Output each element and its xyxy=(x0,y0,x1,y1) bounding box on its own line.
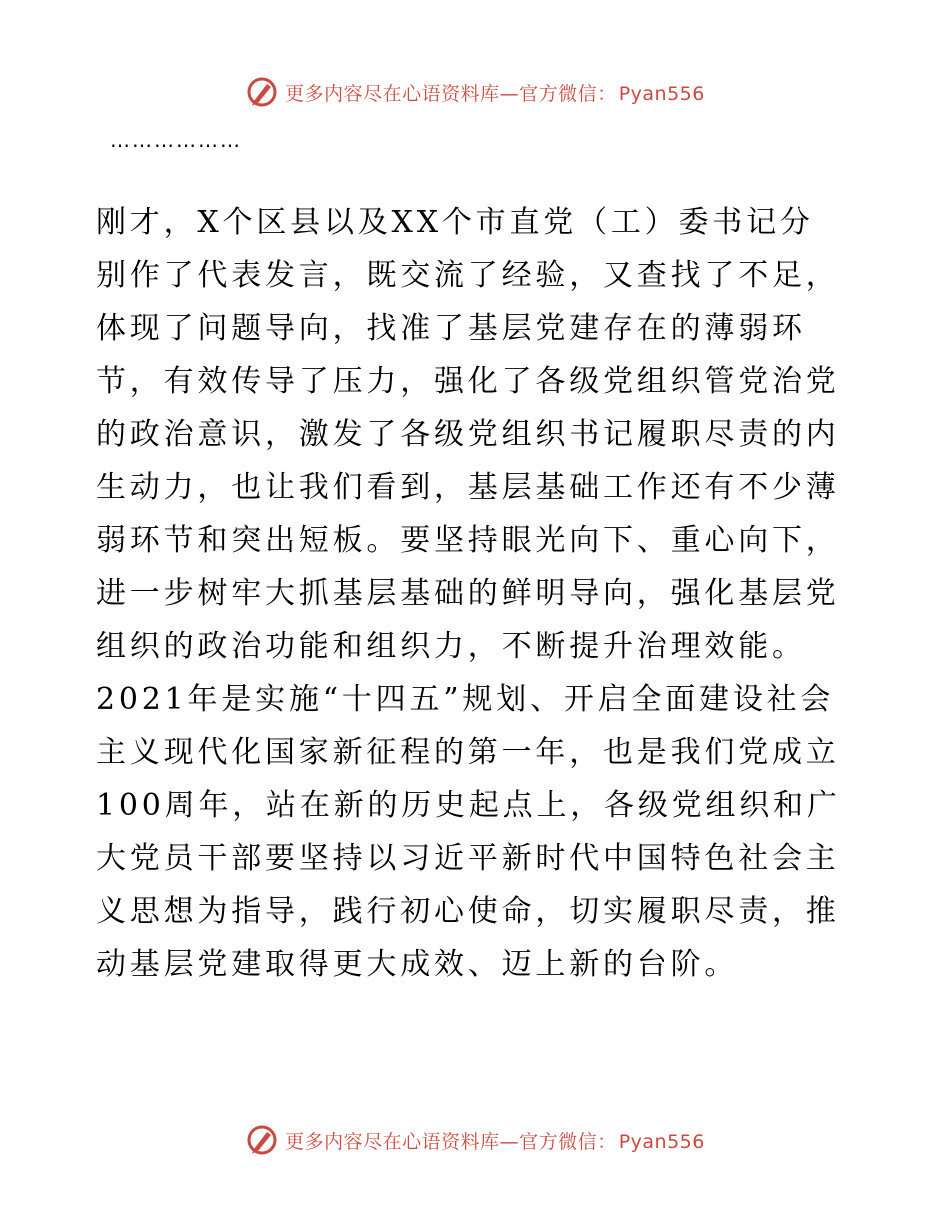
body-line: 的政治意识，激发了各级党组织书记履职尽责的内 xyxy=(96,417,840,452)
ellipsis-marker: ……………… xyxy=(110,128,242,152)
watermark-text xyxy=(285,1127,705,1154)
watermark-site-text: 更多内容尽在心语资料库 xyxy=(285,82,500,105)
body-line: 动基层党建取得更大成效、迈上新的台阶。 xyxy=(96,947,739,982)
body-line: 弱环节和突出短板。要坚持眼光向下、重心向下， xyxy=(96,523,840,558)
body-line: 主义现代化国家新征程的第一年，也是我们党成立 xyxy=(96,735,840,770)
body-line: 刚才，X个区县以及XX个市直党（工）委书记分 xyxy=(96,205,814,240)
watermark-separator: — xyxy=(499,1130,520,1153)
pen-logo-icon xyxy=(245,1123,279,1157)
body-line: 义思想为指导，践行初心使命，切实履职尽责，推 xyxy=(96,894,840,929)
watermark-contact-label: 官方微信： xyxy=(519,1130,617,1153)
header-watermark xyxy=(0,72,950,112)
body-line: 生动力，也让我们看到，基层基础工作还有不少薄 xyxy=(96,470,840,505)
watermark-contact-id: Pyan556 xyxy=(618,1130,705,1153)
watermark-contact-id: Pyan556 xyxy=(618,82,705,105)
body-line: 进一步树牢大抓基层基础的鲜明导向，强化基层党 xyxy=(96,576,840,611)
watermark-text xyxy=(285,79,705,106)
body-line: 2021年是实施“十四五”规划、开启全面建设社会 xyxy=(96,682,835,717)
document-body xyxy=(96,196,856,991)
body-line: 100周年，站在新的历史起点上，各级党组织和广 xyxy=(96,788,841,823)
body-line: 节，有效传导了压力，强化了各级党组织管党治党 xyxy=(96,364,840,399)
watermark-separator: — xyxy=(499,82,520,105)
body-line: 体现了问题导向，找准了基层党建存在的薄弱环 xyxy=(96,311,806,346)
footer-watermark xyxy=(0,1120,950,1160)
pen-logo-icon xyxy=(245,75,279,109)
watermark-site-text: 更多内容尽在心语资料库 xyxy=(285,1130,500,1153)
watermark-contact-label: 官方微信： xyxy=(519,82,617,105)
body-line: 组织的政治功能和组织力，不断提升治理效能。 xyxy=(96,629,806,664)
body-line: 大党员干部要坚持以习近平新时代中国特色社会主 xyxy=(96,841,840,876)
body-line: 别作了代表发言，既交流了经验，又查找了不足， xyxy=(96,258,840,293)
